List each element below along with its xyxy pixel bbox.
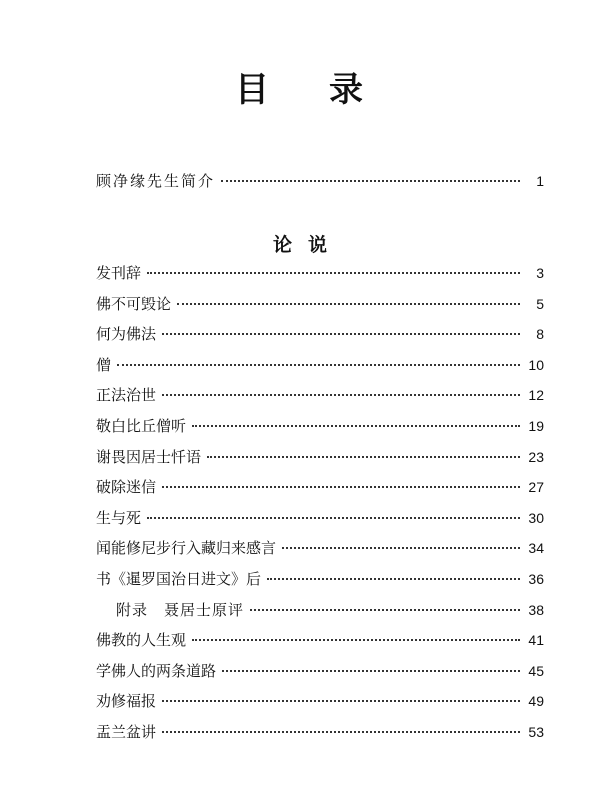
toc-entry-title: 破除迷信 bbox=[96, 478, 157, 497]
toc-leader-dots bbox=[267, 578, 520, 580]
toc-entry-title: 敬白比丘僧听 bbox=[96, 417, 187, 435]
toc-entry-page: 34 bbox=[528, 540, 544, 557]
toc-leader-dots bbox=[250, 609, 520, 611]
toc-entry-page: 3 bbox=[536, 265, 544, 281]
toc-entry-title: 发刊辞 bbox=[96, 264, 142, 282]
toc-entry[interactable] bbox=[96, 537, 544, 559]
toc-leader-dots bbox=[162, 731, 520, 733]
toc-entry-title: 生与死 bbox=[96, 508, 142, 527]
toc-entry-title: 劝修福报 bbox=[96, 692, 157, 711]
page-title-char-2: 录 bbox=[329, 70, 365, 110]
toc-leader-dots bbox=[282, 547, 520, 549]
toc-leader-dots bbox=[221, 180, 520, 182]
page-title bbox=[0, 62, 600, 111]
toc-entry[interactable] bbox=[96, 690, 544, 712]
toc-entry[interactable] bbox=[96, 415, 544, 437]
toc-entry-page: 23 bbox=[528, 448, 544, 465]
toc-entry-title: 何为佛法 bbox=[96, 325, 157, 344]
toc-entry[interactable] bbox=[96, 354, 544, 376]
toc-entry[interactable] bbox=[96, 384, 544, 406]
toc-entry-title: 顾净缘先生简介 bbox=[96, 172, 216, 190]
toc-entry-page: 5 bbox=[536, 295, 544, 312]
toc-entry-intro[interactable] bbox=[96, 170, 544, 192]
toc-entry-title: 僧 bbox=[96, 355, 112, 374]
toc-entry-page: 49 bbox=[528, 693, 544, 710]
toc-leader-dots bbox=[162, 700, 520, 702]
toc-entry-title: 附录 聂居士原评 bbox=[116, 600, 245, 619]
toc-entry[interactable] bbox=[116, 599, 544, 621]
page-title-char-1: 目 bbox=[235, 70, 271, 110]
toc-leader-dots bbox=[162, 486, 520, 488]
toc-entry-title: 佛不可毁论 bbox=[96, 294, 172, 313]
toc-entry-page: 36 bbox=[528, 571, 544, 587]
toc-entry[interactable] bbox=[96, 660, 544, 682]
toc-entry[interactable] bbox=[96, 293, 544, 315]
toc-leader-dots bbox=[192, 425, 520, 427]
toc-entry-page: 41 bbox=[528, 632, 544, 649]
toc-entry-title: 正法治世 bbox=[96, 386, 157, 405]
toc-entry-title: 学佛人的两条道路 bbox=[96, 661, 217, 680]
toc-entry[interactable] bbox=[96, 568, 544, 590]
toc-entry-page: 12 bbox=[528, 387, 544, 404]
toc-entry[interactable] bbox=[96, 446, 544, 468]
section-title bbox=[0, 230, 600, 257]
toc-entry-title: 闻能修尼步行入藏归来感言 bbox=[96, 539, 277, 558]
section-title-char-1: 论 bbox=[272, 234, 292, 256]
toc-entry[interactable] bbox=[96, 323, 544, 345]
toc-entry-page: 8 bbox=[536, 326, 544, 343]
toc-leader-dots bbox=[147, 517, 520, 519]
toc-leader-dots bbox=[162, 394, 520, 396]
toc-entry-page: 19 bbox=[528, 418, 544, 434]
toc-entry[interactable] bbox=[96, 262, 544, 284]
toc-entry-page: 38 bbox=[528, 601, 544, 618]
section-title-char-2: 说 bbox=[308, 234, 328, 256]
toc-entry[interactable] bbox=[96, 507, 544, 529]
toc-entry-page: 27 bbox=[528, 479, 544, 496]
toc-leader-dots bbox=[162, 333, 520, 335]
toc-entry-title: 书《暹罗国治日进文》后 bbox=[96, 570, 262, 588]
toc-entry-title: 谢畏因居士忏语 bbox=[96, 447, 202, 466]
toc-leader-dots bbox=[117, 364, 520, 366]
toc-entry-title: 盂兰盆讲 bbox=[96, 723, 157, 741]
toc-entry-page: 30 bbox=[528, 509, 544, 526]
toc-leader-dots bbox=[222, 670, 520, 672]
toc-entry-page: 53 bbox=[528, 724, 544, 740]
toc-entry-title: 佛教的人生观 bbox=[96, 631, 187, 650]
toc-entry[interactable] bbox=[96, 721, 544, 743]
toc-leader-dots bbox=[177, 303, 520, 305]
toc-entry[interactable] bbox=[96, 476, 544, 498]
toc-entry-page: 1 bbox=[536, 173, 544, 189]
toc-leader-dots bbox=[147, 272, 520, 274]
toc-leader-dots bbox=[192, 639, 520, 641]
toc-entry-page: 45 bbox=[528, 662, 544, 679]
toc-leader-dots bbox=[207, 456, 520, 458]
toc-entry-page: 10 bbox=[528, 356, 544, 373]
toc-entry[interactable] bbox=[96, 629, 544, 651]
